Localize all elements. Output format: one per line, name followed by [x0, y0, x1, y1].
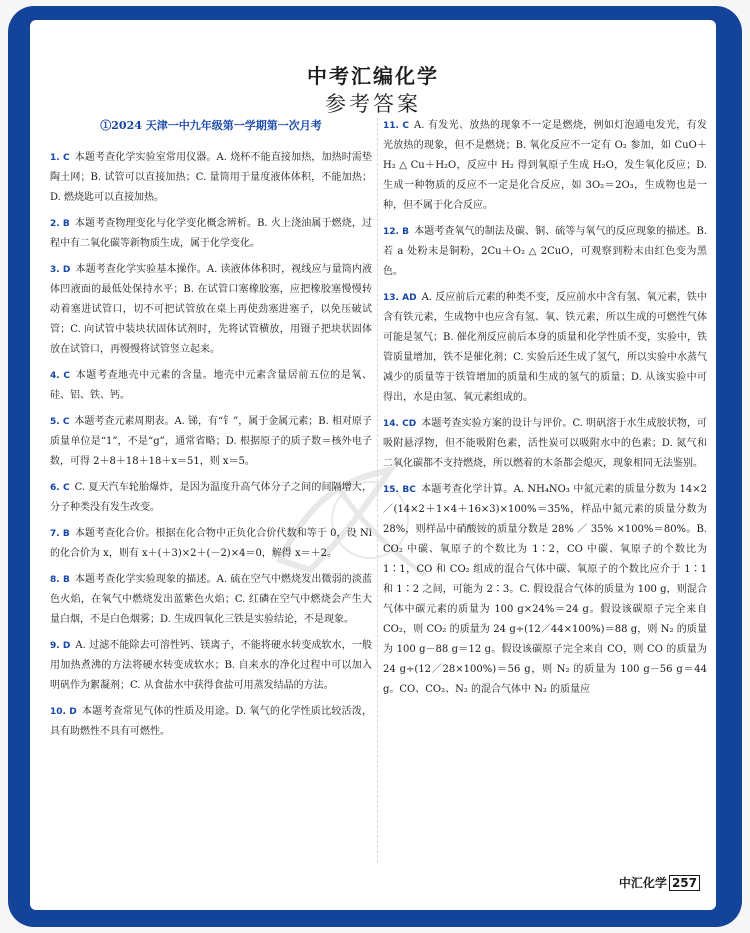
page-title: 中考汇编化学 [307, 64, 439, 88]
answer-text: A. 反应前后元素的种类不变，反应前水中含有氢、氧元素，铁中含有铁元素，生成物中也应含有氢、氧、铁元素，所以生成的可燃性气体可能是氢气；B. 催化剂反应前后本身的质量和化学性质不变，实验中，铁管质量增加，铁不是催化剂；C. 实验后还生成了氢气，所以实验中水蒸气减少的质量等于铁管增加的质量和生成的氢气的质量；D. 从该实验中可得出，水是由氢、氧元素组成的。 [383, 292, 707, 403]
answer-number: 7. B [50, 529, 70, 539]
answer-text: A. 有发光、放热的现象不一定是燃烧，例如灯泡通电发光，有发光放热的现象，但不是燃烧；B. 氧化反应不一定有 O₂ 参加，如 CuO＋H₂ △ Cu＋H₂O，反应中 H₂ 得到氧原子生成 H₂O，发生氧化反应；D. 生成一种物质的反应不一定是化合反应，如 3O₂＝2O₃，生成物也是一种，但不属于化合反应。 [383, 120, 707, 211]
answer-number: 4. C [50, 371, 71, 381]
answer-item [50, 478, 372, 518]
page-footer [619, 874, 700, 891]
answer-item [50, 570, 372, 630]
answer-text: 本题考查化合价。根据在化合物中正负化合价代数和等于 0，设 Ni 的化合价为 x，则有 x＋(＋3)×2＋(－2)×4＝0，解得 x＝＋2。 [50, 528, 372, 559]
answer-number: 12. B [383, 227, 410, 237]
answer-text: C. 夏天汽车轮胎爆炸，是因为温度升高气体分子之间的间隔增大，分子种类没有发生改变。 [50, 482, 373, 513]
left-column [50, 116, 372, 748]
answer-number: 1. C [50, 153, 70, 163]
answer-text: 本题考查常见气体的性质及用途。D. 氧气的化学性质比较活泼，具有助燃性不具有可燃性。 [50, 706, 372, 737]
answer-item [383, 222, 707, 282]
answer-item [383, 116, 707, 216]
answer-number: 9. D [50, 641, 71, 651]
answer-text: 本题考查元素周期表。A. 锑，有“钅”，属于金属元素；B. 相对原子质量单位是“1”，不是“g”，通常省略；D. 根据原子的质子数＝核外电子数，可得 2＋8＋18＋18＋x＝51，则 x＝5。 [50, 416, 372, 467]
answer-number: 2. B [50, 219, 70, 229]
answer-number: 10. D [50, 707, 77, 717]
right-column [383, 116, 707, 706]
answer-text: 本题考查物理变化与化学变化概念辨析。B. 火上浇油属于燃烧，过程中有二氧化碳等新物质生成，属于化学变化。 [50, 218, 372, 249]
answer-item [50, 260, 372, 360]
answer-number: 6. C [50, 483, 70, 493]
answer-item [50, 702, 372, 742]
answer-item [50, 366, 372, 406]
page-number: 257 [669, 875, 700, 891]
answer-item [50, 214, 372, 254]
footer-label: 中汇化学 [618, 876, 667, 890]
answer-number: 3. D [50, 265, 71, 275]
answer-item [50, 148, 372, 208]
answer-number: 11. C [383, 121, 410, 131]
answer-number: 13. AD [383, 293, 417, 303]
answer-text: 本题考查化学实验现象的描述。A. 硫在空气中燃烧发出微弱的淡蓝色火焰，在氧气中燃烧发出蓝紫色火焰；C. 红磷在空气中燃烧会产生大量白烟，不是白色烟雾；D. 生成四氧化三铁是实验结论，不是现象。 [50, 574, 372, 625]
answer-text: 本题考查实验方案的设计与评价。C. 明矾溶于水生成胶状物，可吸附悬浮物，但不能吸附色素，活性炭可以吸附水中的色素；D. 氮气和二氧化碳都不支持燃烧，所以燃着的木条都会熄灭，现象相同无法鉴别。 [383, 418, 707, 469]
answer-item [50, 636, 372, 696]
page-subtitle: 参考答案 [325, 92, 421, 116]
answer-number: 15. BC [383, 485, 416, 495]
answer-number: 5. C [50, 417, 70, 427]
answer-text: 本题考查地壳中元素的含量。地壳中元素含量居前五位的是氧、硅、铝、铁、钙。 [50, 370, 373, 401]
answer-item [383, 480, 707, 700]
answer-item [383, 288, 707, 408]
answer-item [50, 412, 372, 472]
answer-text: 本题考查化学实验室常用仪器。A. 烧杯不能直接加热，加热时需垫陶土网；B. 试管可以直接加热；C. 量筒用于量度液体体积，不能加热；D. 燃烧匙可以直接加热。 [50, 152, 372, 203]
answer-text: A. 过滤不能除去可溶性钙、镁离子，不能将硬水转变成软水，一般用加热煮沸的方法将硬水转变成软水；B. 自来水的净化过程中可以加入明矾作为絮凝剂；C. 从食盐水中获得食盐可用蒸发结晶的方法。 [50, 640, 372, 691]
answer-item [383, 414, 707, 474]
answer-number: 14. CD [383, 419, 417, 429]
answer-number: 8. B [50, 575, 70, 585]
answer-item [50, 524, 372, 564]
answer-text: 本题考查氧气的制法及碳、铜、硫等与氧气的反应现象的描述。B. 若 a 处粉末是铜粉，2Cu＋O₂ △ 2CuO，可观察到粉末由红色变为黑色。 [383, 226, 708, 277]
answer-text: 本题考查化学实验基本操作。A. 读液体体积时，视线应与量筒内液体凹液面的最低处保持水平；B. 在试管口塞橡胶塞，应把橡胶塞慢慢转动着塞进试管口，切不可把试管放在桌上再使劲塞进塞子，以免压破试管；C. 向试管中装块状固体试剂时，先将试管横放，用镊子把块状固体放在试管口，再慢慢将试管竖立起来。 [50, 264, 372, 355]
answer-text: 本题考查化学计算。A. NH₄NO₃ 中氮元素的质量分数为 14×2 ／(14×2＋1×4＋16×3)×100%＝35%，样品中氮元素的质量分数为 28%，则样品中硝酸铵的质量分数是 28% ／ 35% ×100%＝80%。B. CO₂ 中碳、氧原子的个数比为 1∶2，CO 中碳、氧原子的个数比为 1∶1，CO 和 CO₂ 组成的混合气体中碳、氧原子的个数比应介于 1∶1 和 1∶2 之间，可能为 2∶3。C. 假设混合气体的质量为 100 g，则混合气体中碳元素的质量为 100 g×24%＝24 g。假设该碳原子完全来自 CO₂，则 CO₂ 的质量为 24 g÷(12／44×100%)＝88 g，则 N₂ 的质量为 100 g－88 g＝12 g。假设该碳原子完全来自 CO，则 CO 的质量为 24 g÷(12／28×100%)＝56 g，则 N₂ 的质量为 100 g－56 g＝44 g。CO、CO₂、N₂ 的混合气体中 N₂ 的质量应 [383, 484, 708, 695]
column-divider [377, 118, 378, 863]
exam-heading: ①2024 天津一中九年级第一学期第一次月考 [100, 119, 322, 132]
